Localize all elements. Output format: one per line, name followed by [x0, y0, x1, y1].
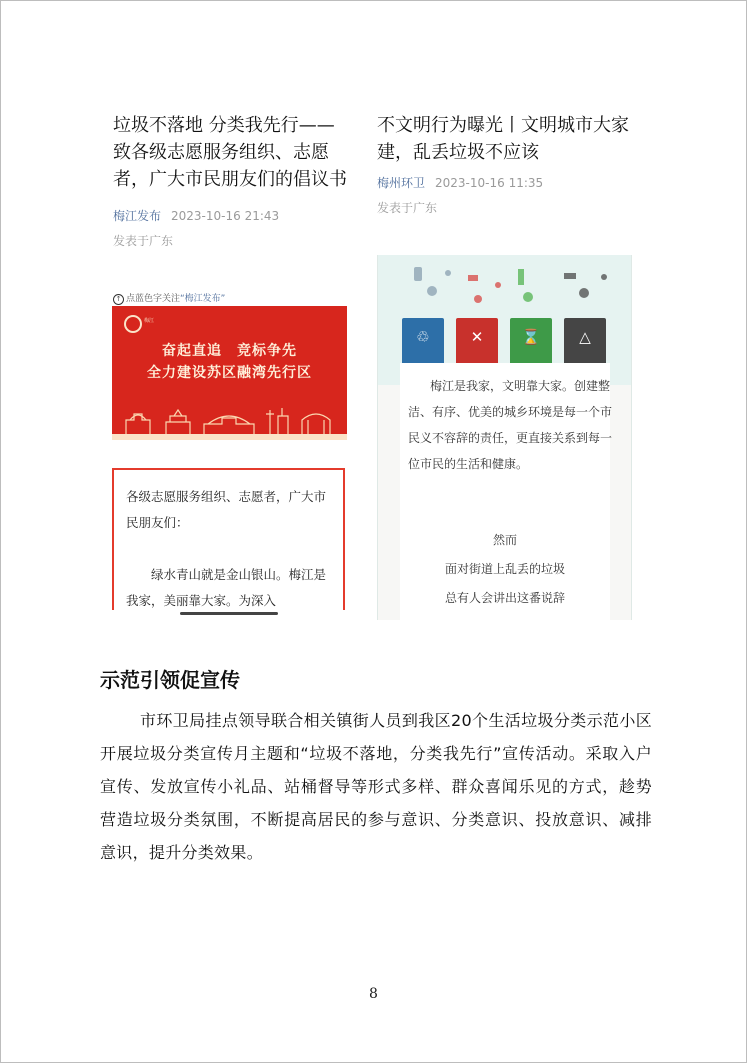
- city-skyline-icon: [112, 390, 347, 440]
- logo-wordmark: 梅江: [144, 318, 155, 324]
- article-left-meta: [113, 207, 348, 224]
- section-body: 市环卫局挂点领导联合相关镇街人员到我区20个生活垃圾分类示范小区开展垃圾分类宣传月主题和“垃圾不落地，分类我先行”宣传活动。采取入户宣传、发放宣传小礼品、站桶督导等形式多样、群众喜闻乐见的方式，趁势营造垃圾分类氛围，不断提高居民的参与意识、分类意识、投放意识、减排意识，提升分类效果。: [100, 711, 652, 862]
- poster-line2: 面对街道上乱丢的垃圾: [444, 562, 565, 576]
- article-left-datetime: 2023-10-16 21:43: [171, 209, 280, 223]
- banner-line1: 奋起直追 竞标争先: [162, 343, 297, 359]
- poster-line1: 然而: [492, 533, 517, 547]
- promo-banner: [112, 306, 347, 440]
- arrow-up-icon: ↑: [113, 294, 124, 305]
- letter-salutation: 各级志愿服务组织、志愿者，广大市民朋友们：: [126, 489, 327, 530]
- article-right-meta: [377, 174, 637, 191]
- meijiang-logo-icon: [124, 315, 142, 333]
- scroll-indicator[interactable]: [180, 612, 278, 615]
- other-waste-bin-icon: △: [564, 318, 606, 366]
- banner-line2: 全力建设苏区融湾先行区: [147, 365, 312, 381]
- article-right-source[interactable]: 梅州环卫: [377, 176, 426, 190]
- follow-link[interactable]: “梅江发布”: [180, 294, 226, 304]
- recyclable-bin-icon: ♲: [402, 318, 444, 366]
- waste-sorting-poster: [377, 255, 632, 620]
- poster-line3: 总有人会讲出这番说辞: [444, 591, 565, 605]
- article-right-title[interactable]: 不文明行为曝光丨文明城市大家建，乱丢垃圾不应该: [377, 115, 629, 163]
- article-left-source[interactable]: 梅江发布: [113, 209, 162, 223]
- hazardous-bin-icon: ✕: [456, 318, 498, 366]
- letter-body: 绿水青山就是金山银山。梅江是我家，美丽靠大家。为深入: [126, 567, 327, 608]
- article-right-datetime: 2023-10-16 11:35: [435, 176, 544, 190]
- flying-waste-icon: [378, 255, 631, 325]
- section-title: 示范引领促宣传: [100, 668, 240, 692]
- article-right-location: 发表于广东: [377, 201, 438, 215]
- article-left-location: 发表于广东: [113, 234, 174, 248]
- article-left: [113, 112, 348, 249]
- letter-preview: [112, 468, 345, 610]
- follow-prefix: 点蓝色字关注: [126, 294, 181, 304]
- article-left-title[interactable]: 垃圾不落地 分类我先行——致各级志愿服务组织、志愿者，广大市民朋友们的倡议书: [113, 115, 347, 190]
- page-number: 8: [369, 986, 378, 1002]
- kitchen-waste-bin-icon: ⌛: [510, 318, 552, 366]
- follow-hint: [113, 291, 225, 305]
- article-right: [377, 112, 637, 216]
- poster-paragraph: 梅江是我家，文明靠大家。创建整洁、有序、优美的城乡环境是每一个市民义不容辞的责任，更直接关系到每一位市民的生活和健康。: [408, 379, 613, 471]
